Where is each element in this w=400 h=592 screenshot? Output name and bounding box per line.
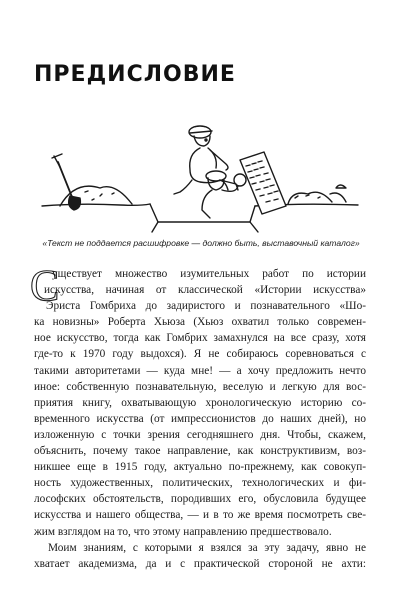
paragraph-line: уществует множество изумительных работ по истории	[52, 268, 366, 280]
paragraph-line: временного искусства (от импрессионистов до наших дней), но	[34, 412, 366, 425]
paragraph-line: никшее еще в 1915 году, актуально по-прежнему, как совокуп-	[34, 461, 366, 474]
paragraph-line: искусства, начиная от классической «Истории искусства»	[44, 284, 366, 297]
paragraph-line: такими авторитетами — куда мне! — а хочу предложить нечто	[34, 364, 366, 377]
paragraph-line: ка новизны» Роберта Хьюза (Хьюз охватил только современ-	[34, 316, 366, 329]
paragraph-line: где-то к 1970 году выдохся). Я не собираюсь соревноваться с	[34, 348, 366, 361]
svg-text:С: С	[30, 266, 60, 306]
paragraph-line: ное искусство, тогда как Гомбрих замахнулся на все сразу, хотя	[34, 332, 366, 345]
preface-body-text	[34, 266, 366, 572]
cartoon-caption: «Текст не поддается расшифровке — должно быть, выставочный каталог»	[42, 238, 360, 248]
paragraph-line: изложенную с точки зрения сегодняшнего дня. Чтобы, скажем,	[34, 428, 366, 441]
paragraph-line: жим взглядом на то, что этому направлению предшествовало.	[34, 525, 332, 538]
section-title: ПРЕДИСЛОВИЕ	[34, 62, 236, 87]
paragraph-line: Эриста Гомбриха до задиристого и познавательного «Шо-	[46, 300, 366, 313]
archaeologists-cartoon-illustration	[40, 110, 360, 238]
paragraph-line: приятия книгу, охватывающую хронологическую историю со-	[34, 396, 366, 409]
paragraph-line: хватает академизма, да и с практической стороной не ахти:	[34, 557, 366, 570]
paragraph-line: Моим знаниям, с которыми я взялся за эту задачу, явно не	[48, 541, 366, 554]
paragraph-line: иное: собственную познавательную, веселую и легкую для вос-	[34, 380, 366, 393]
paragraph-line: искусства и нашего общества, — и в то же время посмотреть све-	[34, 509, 366, 522]
paragraph-line: объяснить, почему такое направление, как конструктивизм, воз-	[34, 445, 366, 458]
paragraph-line: лософских обстоятельств, породивших его, обусловила будущее	[34, 493, 366, 506]
paragraph-line: ность художественных, политических, технологических и фи-	[34, 477, 366, 490]
